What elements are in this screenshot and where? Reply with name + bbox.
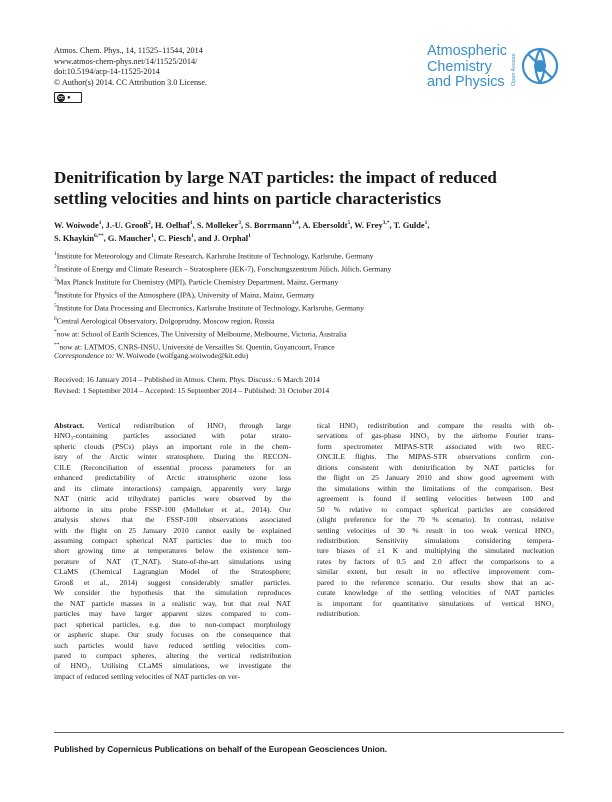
affiliation-marker: 4	[54, 289, 57, 296]
author-name: W. Woiwode	[54, 220, 99, 230]
author-name: H. Oelhaf	[154, 220, 190, 230]
abstract-line	[317, 431, 554, 441]
abstract-line-text: analysis shows that the FSSP-100 observations associated	[54, 515, 291, 525]
affiliation-text: Central Aerological Observatory, Dolgoprudny, Moscow region, Russia	[56, 316, 275, 326]
abstract-line	[317, 505, 554, 515]
author-name: S. Khaykin	[54, 233, 95, 243]
abstract-line	[317, 526, 554, 536]
abstract-line-text: enhanced predictability of Arctic stratospheric ozone loss	[54, 473, 291, 483]
affiliation-text: Institute of Energy and Climate Research – Stratosphere (IEK-7), Forschungszentrum Jülich, Jülich, Germany	[56, 264, 392, 274]
abstract-line-text: CLaMS (Chemical Lagrangian Model of the Stratosphere;	[54, 567, 291, 577]
abstract-line	[54, 672, 291, 682]
abstract-line-text: ture biases of ±1 K and multiplying the simulated nucleation	[317, 546, 554, 556]
affiliation-text: Max Planck Institute for Chemistry (MPI), Particle Chemistry Department, Mainz, Germany	[56, 277, 339, 287]
abstract-line	[54, 526, 291, 536]
abstract-line	[317, 599, 554, 609]
abstract-line	[317, 452, 554, 462]
abstract-line	[317, 567, 554, 577]
abstract-line-text: pact spherical particles, e.g. due to non-compact morphology	[54, 619, 291, 629]
abstract-line-text: impact of reduced settling velocities of NAT particles on ver-	[54, 671, 240, 681]
affiliation-text: Institute for Data Processing and Electronics, Karlsruhe Institute of Technology, Karlsruhe, Germany	[56, 303, 364, 313]
abstract-line-text: short growing time at temperatures below the existence tem-	[54, 546, 291, 556]
abstract-line-text: istry of the Arctic winter stratosphere. During the RECON-	[54, 452, 291, 462]
abstract-line	[317, 557, 554, 567]
affiliation-marker: 1	[54, 251, 57, 257]
journal-citation: Atmos. Chem. Phys., 14, 11525–11544, 2014	[54, 46, 203, 55]
abstract-line	[54, 473, 291, 483]
article-doi[interactable]: doi:10.5194/acp-14-11525-2014	[54, 67, 160, 77]
abstract-line-text: redistribution. Sensitivity simulations considering tempera-	[317, 535, 554, 545]
affiliation-text: Institute for Meteorology and Climate Research, Karlsruhe Institute of Technology, Karlsruhe, Germany	[56, 251, 374, 261]
abstract-line-text: perature of NAT (T_NAT). State-of-the-art simulations using	[54, 556, 291, 566]
journal-name-line1: Atmospheric	[427, 43, 507, 59]
license-statement: © Author(s) 2014. CC Attribution 3.0 License.	[54, 77, 207, 87]
journal-logo-text	[427, 44, 507, 91]
abstract-line-text: and its climate interactions) campaign, apparently very large	[54, 483, 291, 493]
abstract-line-text: pared to compact spheres, altering the vertical redistribution	[54, 650, 291, 660]
title-line-2: settling velocities and hints on particle characteristics	[54, 188, 442, 208]
abstract-line	[54, 620, 291, 630]
abstract-line	[317, 442, 554, 452]
abstract-line	[54, 599, 291, 609]
abstract-line-text: form spectrometer MIPAS-STR associated with two REC-	[317, 441, 554, 451]
abstract-line	[54, 515, 291, 525]
abstract-line	[54, 557, 291, 567]
abstract-right-column	[317, 421, 554, 620]
abstract-line	[54, 431, 291, 441]
abstract-line-text: the NAT particle masses in a realistic way, but that real NAT	[54, 598, 291, 608]
affiliation-list	[54, 249, 391, 353]
correspondence-value[interactable]: W. Woiwode (wolfgang.woiwode@kit.edu)	[116, 351, 249, 360]
article-title	[54, 168, 564, 209]
abstract-line	[54, 641, 291, 651]
by-icon: ●	[67, 94, 71, 101]
abstract-line-text: agreement is found if settling velocities between 100 and	[317, 494, 554, 504]
affiliation-item	[54, 327, 391, 340]
author-name: J. Orphal	[213, 233, 249, 243]
abstract-line-text: pared to the reference scenario. Our results show that an ac-	[317, 577, 554, 587]
author-line-1: W. Woiwode$^1$, J.-U. Grooß$^2$, H. Oelhaf$^1$, S. Molleker$^3$, S. Borrmann$^{3,4}$, A. Ebersoldt$^5$, W. Frey$^{3,*}$, T. Gulde$^1$,	[54, 220, 430, 230]
affiliation-marker: 2	[54, 263, 57, 270]
author-name: S. Borrmann	[245, 220, 292, 230]
author-name: A. Ebersoldt	[302, 220, 348, 230]
abstract-line	[317, 463, 554, 473]
abstract-line	[317, 578, 554, 588]
abstract-line-text: (slight preference for the 70 % scenario). In contrast, relative	[317, 515, 554, 525]
abstract-line-text: tical HNO₃ redistribution and compare the results with ob-	[317, 421, 554, 430]
journal-name-line3: and Physics	[427, 74, 505, 90]
correspondence	[54, 351, 248, 361]
abstract-line	[54, 442, 291, 452]
affiliation-text: now at: LATMOS, CNRS-INSU, Université de Versailles St. Quentin, Guyancourt, France	[59, 342, 335, 352]
cc-icon: cc	[58, 94, 64, 101]
abstract-line	[317, 609, 554, 619]
affiliation-item	[54, 288, 391, 301]
title-line-1: Denitrification by large NAT particles: the impact of reduced	[54, 168, 497, 187]
author-affiliation-marker: 1	[151, 233, 154, 239]
abstract-line	[317, 494, 554, 504]
abstract-line-text: or aspheric shape. Our study focuses on the consequence that	[54, 630, 291, 640]
affiliation-marker: 5	[54, 302, 57, 309]
author-affiliation-marker: 3,4	[291, 220, 299, 226]
abstract-line	[54, 536, 291, 546]
abstract-line-text: spheric clouds (PSCs) plays an important role in the chem-	[54, 441, 291, 451]
abstract-line	[54, 651, 291, 661]
abstract-line	[317, 588, 554, 598]
affiliation-item	[54, 249, 391, 262]
cc-license-badge[interactable]	[54, 92, 82, 103]
abstract-line	[54, 452, 291, 462]
affiliation-marker: 6	[54, 315, 57, 322]
author-affiliation-marker: 1	[189, 220, 193, 226]
author-affiliation-marker: 2	[148, 220, 151, 226]
abstract-line	[317, 484, 554, 494]
abstract-line-text: settling velocities of 30 % result in too weak vertical HNO₃	[317, 525, 554, 535]
author-affiliation-marker: 6,**	[94, 233, 104, 239]
abstract-line-text: rates by factors of 0.5 and 2.0 affect the comparisons to a	[317, 556, 554, 566]
footer-rule	[54, 732, 564, 733]
abstract-left-column	[54, 421, 291, 682]
author-name: W. Frey	[354, 220, 383, 230]
abstract-line-text: assuming compact spherical NAT particles due to much too	[54, 535, 291, 545]
abstract-line-text: curate knowledge of the settling velocities of NAT particles	[317, 588, 554, 598]
affiliation-item	[54, 301, 391, 314]
author-line-2: S. Khaykin$^{6,**}$, G. Maucher$^1$, C. Piesch$^1$, and J. Orphal$^1$	[54, 233, 251, 243]
author-affiliation-marker: 1	[248, 233, 251, 239]
revised-line: Revised: 1 September 2014 – Accepted: 15 September 2014 – Published: 31 October 2014	[54, 386, 330, 395]
journal-name-line2: Chemistry	[427, 58, 492, 75]
abstract-line-text: HNO₃-containing particles associated with polar strato-	[54, 431, 291, 441]
article-url[interactable]: www.atmos-chem-phys.net/14/11525/2014/	[54, 56, 198, 66]
abstract-line	[54, 609, 291, 619]
abstract-line	[54, 463, 291, 473]
abstract-line-text: with the flight on 25 January 2010 cannot easily be explained	[54, 525, 291, 535]
publisher-footer: Published by Copernicus Publications on behalf of the European Geosciences Union.	[54, 745, 388, 754]
author-affiliation-marker: 5	[347, 220, 351, 226]
abstract-line	[54, 546, 291, 556]
affiliation-text: Institute for Physics of the Atmosphere (IPA), University of Mainz, Mainz, Germany	[56, 290, 315, 300]
author-affiliation-marker: 1	[424, 220, 428, 226]
abstract-line-text: airborne in situ probe FSSP-100 (Molleker et al., 2014). Our	[54, 504, 291, 514]
abstract-line-text: CILE (Reconciliation of essential process parameters for an	[54, 462, 291, 472]
abstract-line	[317, 546, 554, 556]
abstract-line	[54, 578, 291, 588]
author-affiliation-marker: 3	[238, 220, 241, 226]
abstract-line-text: Vertical redistribution of HNO₃ through large	[97, 421, 291, 430]
open-access-label: Open Access	[511, 53, 517, 86]
abstract-line	[54, 494, 291, 504]
abstract-line-text: is important for quantitative simulations of vertical HNO₃	[317, 598, 554, 608]
abstract-line-text: the simulations within the limitations of the comparison. Best	[317, 483, 554, 493]
author-name: S. Molleker	[196, 220, 239, 230]
abstract-line-text: servations of gas-phase HNO₃ by the airborne Fourier trans-	[317, 431, 554, 441]
abstract-line-text: similar extent, but result in no effective improvement com-	[317, 567, 554, 577]
author-name: C. Piesch	[158, 233, 192, 243]
abstract-line-text: particles may have larger apparent sizes compared to com-	[54, 609, 291, 619]
received-line: Received: 16 January 2014 – Published in Atmos. Chem. Phys. Discuss.: 6 March 2014	[54, 375, 320, 384]
abstract-line	[54, 567, 291, 577]
affiliation-marker: 3	[54, 276, 57, 283]
egu-logo-icon	[519, 44, 561, 88]
abstract-line	[317, 421, 554, 431]
affiliation-item	[54, 314, 391, 327]
abstract-heading: Abstract.	[54, 421, 85, 430]
abstract-line	[317, 515, 554, 525]
author-affiliation-marker: 1	[191, 233, 194, 239]
author-list	[54, 218, 564, 244]
affiliation-text: now at: School of Earth Sciences, The University of Melbourne, Melbourne, Victoria, Australia	[56, 329, 347, 339]
abstract-line	[54, 588, 291, 598]
abstract-line	[54, 421, 291, 431]
affiliation-item	[54, 275, 391, 288]
abstract-line-text: of HNO₃. Utilising CLaMS simulations, we investigate the	[54, 661, 291, 671]
abstract-line	[54, 661, 291, 671]
abstract-line-text: We consider the hypothesis that the simulation reproduces	[54, 588, 291, 598]
abstract-line-text: NAT (nitric acid trihydrate) particles were observed by the	[54, 494, 291, 504]
abstract-line	[54, 505, 291, 515]
affiliation-marker: **	[54, 341, 60, 348]
author-name: J.-U. Grooß	[105, 220, 149, 230]
abstract-line-text: the flight on 25 January 2010 and show good agreement with	[317, 473, 554, 483]
affiliation-item	[54, 262, 391, 275]
abstract-line-text: such particles would have reduced settling velocities com-	[54, 640, 291, 650]
abstract-line-text: Grooß et al., 2014) suggest considerably smaller particles.	[54, 577, 291, 587]
author-affiliation-marker: 1	[98, 220, 102, 226]
author-affiliation-marker: 3,*	[382, 220, 390, 226]
abstract-line	[54, 630, 291, 640]
abstract-line	[317, 473, 554, 483]
abstract-line-text: redistribution.	[317, 609, 360, 619]
correspondence-label: Correspondence to:	[54, 351, 115, 360]
author-name: T. Gulde	[393, 220, 425, 230]
author-name: G. Maucher	[107, 233, 152, 243]
abstract-line-text: 50 % relative to compact spherical particles are considered	[317, 504, 554, 514]
abstract-line-text: ditions consistent with denitrification by NAT particles for	[317, 462, 554, 472]
abstract-line-text: ONCILE flights. The MIPAS-STR observations confirm con-	[317, 452, 554, 462]
affiliation-marker: *	[54, 328, 57, 335]
abstract-line	[54, 484, 291, 494]
abstract-line	[317, 536, 554, 546]
